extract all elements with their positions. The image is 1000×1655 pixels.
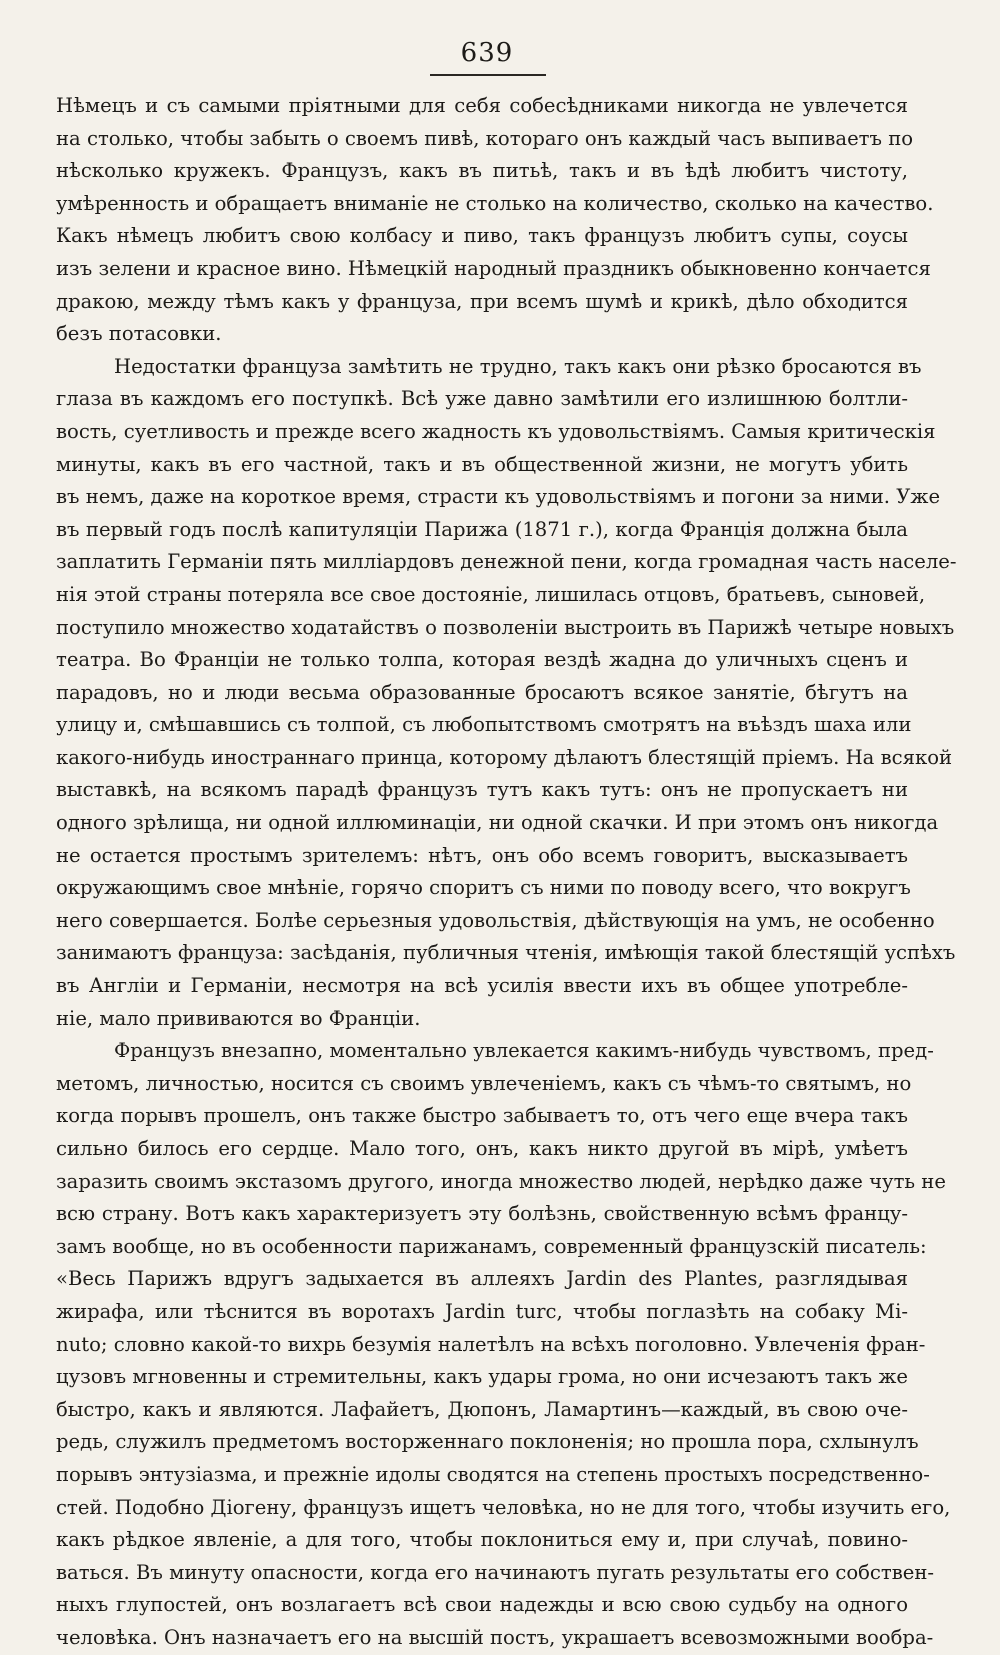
text-line: ваться. Въ минуту опасности, когда его начинаютъ пугать результаты его собствен-: [56, 1560, 935, 1584]
text-line: Французъ внезапно, моментально увлекается какимъ-нибудь чувствомъ, пред-: [114, 1039, 934, 1063]
text-line: сильно билось его сердце. Мало того, онъ, какъ никто другой въ мірѣ, умѣетъ: [56, 1137, 908, 1160]
text-line: одного зрѣлища, ни одной иллюминаціи, ни одной скачки. И при этомъ онъ никогда: [56, 811, 939, 835]
text-line: nuto; словно какой-то вихрь безумія налетѣлъ на всѣхъ поголовно. Увлеченія фран-: [56, 1332, 926, 1356]
text-line: умѣренность и обращаетъ вниманіе не столько на количество, сколько на качество.: [56, 191, 934, 215]
text-line: жирафа, или тѣснится въ воротахъ Jardin turc, чтобы поглазѣть на собаку Mi-: [56, 1299, 908, 1323]
text-line: глаза въ каждомъ его поступкѣ. Всѣ уже давно замѣтили его излишнюю болтли-: [56, 387, 908, 411]
text-line: безъ потасовки.: [56, 322, 222, 346]
text-line: вость, суетливость и прежде всего жадность къ удовольствіямъ. Самыя критическія: [56, 419, 936, 443]
text-line: ніе, мало прививаются во Франціи.: [56, 1006, 421, 1030]
text-line: быстро, какъ и являются. Лафайетъ, Дюпонъ, Ламартинъ—каждый, въ свою оче-: [56, 1397, 908, 1421]
text-line: «Весь Парижъ вдругъ задыхается въ аллеяхъ Jardin des Plantes, разглядывая: [56, 1267, 908, 1291]
paragraph: [56, 351, 957, 1035]
text-line: Какъ нѣмецъ любитъ свою колбасу и пиво, такъ французъ любитъ супы, соусы: [56, 224, 908, 248]
body-text: [56, 90, 957, 1655]
text-line: Нѣмецъ и съ самыми пріятными для себя собесѣдниками никогда не увлечется: [56, 94, 908, 117]
text-line: театра. Во Франціи не только толпа, которая вездѣ жадна до уличныхъ сценъ и: [56, 648, 908, 672]
text-line: поступило множество ходатайствъ о позволеніи выстроить въ Парижѣ четыре новыхъ: [56, 615, 955, 639]
page-number: 639: [460, 38, 514, 68]
text-line: нѣсколько кружекъ. Французъ, какъ въ питьѣ, такъ и въ ѣдѣ любитъ чистоту,: [56, 159, 908, 183]
text-line: редь, служилъ предметомъ восторженнаго поклоненія; но прошла пора, схлынулъ: [56, 1430, 919, 1454]
text-line: дракою, между тѣмъ какъ у француза, при всемъ шумѣ и крикѣ, дѣло обходится: [56, 289, 908, 313]
text-line: порывъ энтузіазма, и прежніе идолы сводятся на степень простыхъ посредственно-: [56, 1462, 930, 1486]
text-line: на столько, чтобы забыть о своемъ пивѣ, котораго онъ каждый часъ выпиваетъ по: [56, 126, 914, 150]
text-line: улицу и, смѣшавшись съ толпой, съ любопытствомъ смотрятъ на въѣздъ шаха или: [56, 713, 912, 737]
text-line: ныхъ глупостей, онъ возлагаетъ всѣ свои надежды и всю свою судьбу на одного: [56, 1593, 908, 1617]
text-line: когда порывъ прошелъ, онъ также быстро забываетъ то, отъ чего еще вчера такъ: [56, 1104, 908, 1128]
text-line: какъ рѣдкое явленіе, а для того, чтобы поклониться ему и, при случаѣ, повино-: [56, 1528, 908, 1552]
text-line: парадовъ, но и люди весьма образованные бросаютъ всякое занятіе, бѣгутъ на: [56, 680, 908, 704]
text-line: заплатить Германіи пять милліардовъ денежной пени, когда громадная часть населе-: [56, 550, 957, 574]
text-line: нія этой страны потеряла все свое достояніе, лишилась отцовъ, братьевъ, сыновей,: [56, 582, 926, 606]
text-line: изъ зелени и красное вино. Нѣмецкій народный праздникъ обыкновенно кончается: [56, 256, 931, 280]
text-line: окружающимъ свое мнѣніе, горячо споритъ съ ними по поводу всего, что вокругъ: [56, 876, 911, 900]
text-line: выставкѣ, на всякомъ парадѣ французъ тутъ какъ тутъ: онъ не пропускаетъ ни: [56, 778, 908, 802]
text-line: метомъ, личностью, носится съ своимъ увлеченіемъ, какъ съ чѣмъ-то святымъ, но: [56, 1071, 912, 1095]
paragraph: [56, 90, 934, 351]
text-line: въ немъ, даже на короткое время, страсти къ удовольствіямъ и погони за ними. Уже: [56, 485, 941, 509]
text-line: въ первый годъ послѣ капитуляціи Парижа (1871 г.), когда Франція должна была: [56, 517, 908, 541]
text-line: занимаютъ француза: засѣданія, публичныя чтенія, имѣющія такой блестящій успѣхъ: [56, 941, 956, 965]
text-line: заразить своимъ экстазомъ другого, иногда множество людей, нерѣдко даже чуть не: [56, 1169, 946, 1193]
text-line: человѣка. Онъ назначаетъ его на высшій постъ, украшаетъ всевозможными вообра-: [56, 1625, 934, 1649]
text-line: него совершается. Болѣе серьезныя удовольствія, дѣйствующія на умъ, не особенно: [56, 908, 935, 932]
text-line: Недостатки француза замѣтить не трудно, такъ какъ они рѣзко бросаются въ: [114, 354, 922, 378]
text-line: минуты, какъ въ его частной, такъ и въ общественной жизни, не могутъ убить: [56, 452, 908, 476]
text-line: цузовъ мгновенны и стремительны, какъ удары грома, но они исчезаютъ такъ же: [56, 1365, 908, 1389]
page-number-rule: [430, 74, 546, 76]
text-line: въ Англіи и Германіи, несмотря на всѣ усилія ввести ихъ въ общее употребле-: [56, 974, 908, 998]
text-line: стей. Подобно Діогену, французъ ищетъ человѣка, но не для того, чтобы изучить его,: [56, 1495, 951, 1519]
text-line: не остается простымъ зрителемъ: нѣтъ, онъ обо всемъ говоритъ, высказываетъ: [56, 843, 908, 867]
text-line: какого-нибудь иностраннаго принца, которому дѣлаютъ блестящій пріемъ. На всякой: [56, 745, 953, 769]
text-line: всю страну. Вотъ какъ характеризуетъ эту болѣзнь, свойственную всѣмъ францу-: [56, 1202, 908, 1226]
paragraph: [56, 1035, 951, 1654]
text-line: замъ вообще, но въ особенности парижанамъ, современный французскій писатель:: [56, 1234, 927, 1258]
